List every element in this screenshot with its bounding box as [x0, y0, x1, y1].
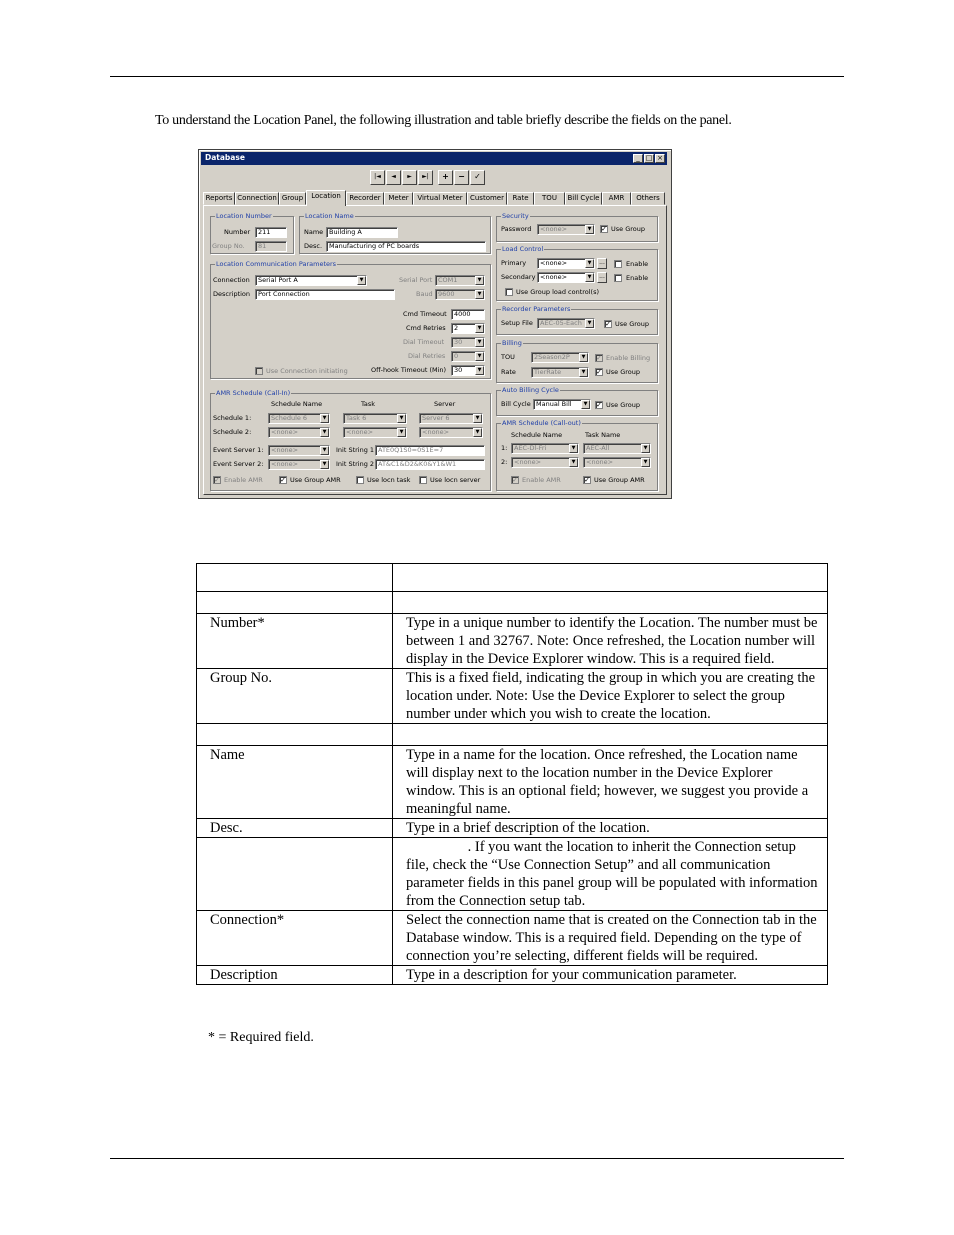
field-name-cell: Number* — [197, 614, 393, 669]
tab-bill-cycle[interactable]: Bill Cycle — [565, 192, 602, 205]
required-field-note: * = Required field. — [208, 1030, 314, 1045]
server-1-select[interactable] — [419, 413, 483, 424]
event-server-2-label: Event Server 2: — [213, 460, 264, 468]
security-use-group-checkbox[interactable]: ✓ — [601, 225, 607, 233]
tab-others[interactable]: Others — [631, 192, 665, 205]
chevron-down-icon: ▼ — [475, 290, 484, 299]
schedule-2-select[interactable] — [268, 427, 330, 438]
field-name-cell: Name — [197, 746, 393, 819]
billing-use-group-checkbox[interactable]: ✓ — [596, 368, 602, 376]
server-header: Server — [434, 400, 456, 408]
chevron-down-icon[interactable]: ▼ — [585, 319, 594, 328]
field-name-cell: Description — [197, 966, 393, 985]
chevron-down-icon[interactable]: ▼ — [320, 460, 329, 469]
dial-timeout-select — [451, 337, 485, 348]
use-locn-task-checkbox[interactable] — [356, 476, 364, 484]
chevron-down-icon[interactable]: ▼ — [397, 428, 406, 437]
location-name-group — [299, 212, 491, 254]
table-row — [197, 564, 828, 592]
next-record-button[interactable]: ► — [402, 170, 417, 185]
amr-callin-group — [210, 389, 491, 491]
event-server-1-select[interactable] — [268, 445, 330, 456]
auto-billing-use-group-label: Use Group — [606, 401, 640, 409]
amr-callout-group — [496, 419, 658, 491]
tab-reports[interactable]: Reports — [203, 192, 235, 205]
tab-amr[interactable]: AMR — [602, 192, 631, 205]
task-2-value: <none> — [346, 428, 374, 436]
dial-retries-select — [451, 351, 485, 362]
chevron-down-icon[interactable]: ▼ — [569, 458, 578, 467]
number-field[interactable]: 211 — [255, 227, 287, 238]
database-dialog — [198, 149, 672, 499]
connection-select[interactable] — [255, 275, 367, 286]
secondary-value: <none> — [540, 273, 568, 281]
dialog-title: Database — [205, 153, 245, 162]
name-field[interactable]: Building A — [326, 227, 398, 238]
recorder-use-group-checkbox[interactable]: ✓ — [605, 320, 611, 328]
serial-port-value: COM1 — [438, 276, 458, 284]
primary-enable-checkbox[interactable] — [614, 260, 622, 268]
field-description-cell — [393, 592, 828, 614]
bill-cycle-select[interactable] — [533, 399, 591, 410]
name-label: Name — [304, 228, 324, 236]
last-record-button[interactable]: ►| — [418, 170, 433, 185]
footer-rule — [110, 1158, 844, 1159]
table-row — [197, 614, 828, 669]
description-field[interactable]: Port Connection — [255, 289, 395, 300]
event-server-2-select[interactable] — [268, 459, 330, 470]
callout-task-1-value: AEC-All — [586, 444, 610, 452]
field-description-cell: This is a fixed field, indicating the group in which you are creating the location under. Note: Use the Device Explorer to select the group number under which you wish to create the location. — [393, 669, 828, 724]
chevron-down-icon[interactable]: ▼ — [397, 414, 406, 423]
rate-value: TierRate — [534, 368, 562, 376]
dial-retries-value: 0 — [454, 352, 459, 360]
chevron-down-icon[interactable]: ▼ — [320, 414, 329, 423]
event-server-2-value: <none> — [271, 460, 299, 468]
callout-task-1-select[interactable] — [583, 443, 651, 454]
comm-legend: Location Communication Parameters — [216, 260, 337, 268]
callout-row-1-label: 1: — [501, 444, 508, 452]
field-name-cell — [197, 564, 393, 592]
dial-timeout-label: Dial Timeout — [403, 338, 445, 346]
use-locn-server-checkbox[interactable] — [419, 476, 427, 484]
task-2-select[interactable] — [343, 427, 407, 438]
location-name-legend: Location Name — [305, 212, 354, 220]
chevron-down-icon[interactable]: ▼ — [641, 444, 650, 453]
table-row — [197, 911, 828, 966]
billing-legend: Billing — [502, 339, 522, 347]
use-group-amr-label: Use Group AMR — [290, 476, 341, 484]
cmd-retries-label: Cmd Retries — [406, 324, 446, 332]
billing-use-group-label: Use Group — [606, 368, 640, 376]
chevron-down-icon[interactable]: ▼ — [475, 366, 484, 375]
chevron-down-icon: ▼ — [475, 338, 484, 347]
callout-schedule-1-value: AEC-Dl-Fri — [514, 444, 547, 452]
callout-schedule-1-select[interactable] — [511, 443, 579, 454]
chevron-down-icon[interactable]: ▼ — [641, 458, 650, 467]
dial-timeout-value: 30 — [454, 338, 463, 346]
table-row — [197, 669, 828, 724]
recorder-params-group — [496, 305, 658, 335]
event-server-1-value: <none> — [271, 446, 299, 454]
use-connection-label: Use Connection initiating — [266, 367, 348, 375]
maximize-button[interactable]: □ — [645, 154, 653, 162]
table-row — [197, 819, 828, 838]
setup-file-value: AEC-05-Each — [540, 319, 582, 327]
field-description-cell: Select the connection name that is created on the Connection tab in the Database window. This is a required field. Depending on the type of connection you’re selecting, different fields will be required. — [393, 911, 828, 966]
chevron-down-icon[interactable]: ▼ — [320, 428, 329, 437]
tab-customer[interactable]: Customer — [467, 192, 507, 205]
intro-text: To understand the Location Panel, the following illustration and table briefly describe the fields on the panel. — [155, 113, 732, 128]
schedule-1-select[interactable] — [268, 413, 330, 424]
field-description-cell: Type in a description for your communication parameter. — [393, 966, 828, 985]
task-header: Task — [361, 400, 376, 408]
offhook-select[interactable] — [451, 365, 485, 376]
chevron-down-icon[interactable]: ▼ — [473, 414, 482, 423]
chevron-down-icon[interactable]: ▼ — [585, 273, 594, 282]
event-server-1-label: Event Server 1: — [213, 446, 264, 454]
baud-select — [435, 289, 485, 300]
recorder-use-group-label: Use Group — [615, 320, 649, 328]
setup-file-label: Setup File — [501, 319, 533, 327]
field-description-table — [196, 563, 828, 985]
connection-value: Serial Port A — [258, 276, 298, 284]
auto-billing-legend: Auto Billing Cycle — [502, 386, 559, 394]
primary-value: <none> — [540, 259, 568, 267]
bill-cycle-label: Bill Cycle — [501, 400, 531, 408]
comm-parameters-group — [210, 260, 491, 379]
cmd-retries-value: 2 — [454, 324, 459, 332]
close-button[interactable]: × — [655, 154, 665, 163]
offhook-value: 30 — [454, 366, 463, 374]
schedule-2-value: <none> — [271, 428, 299, 436]
field-description-cell: Type in a name for the location. Once refreshed, the Location name will display next to the location number in the Device Explorer window. This is an optional field; however, we suggest you provide a meaningful name. — [393, 746, 828, 819]
callout-task-2-select[interactable] — [583, 457, 651, 468]
password-label: Password — [501, 225, 532, 233]
field-description-cell: Type in a brief description of the location. — [393, 819, 828, 838]
use-group-amr-checkbox[interactable]: ✓ — [280, 476, 286, 484]
connection-label: Connection — [213, 276, 250, 284]
field-description-cell — [393, 724, 828, 746]
primary-select[interactable] — [537, 258, 595, 269]
tab-recorder[interactable]: Recorder — [346, 192, 384, 205]
table-row — [197, 746, 828, 819]
server-2-select[interactable] — [419, 427, 483, 438]
location-number-group — [210, 212, 294, 254]
tab-virtual-meter[interactable]: Virtual Meter — [413, 192, 467, 205]
field-name-cell — [197, 592, 393, 614]
serial-port-label: Serial Port — [399, 276, 433, 284]
prev-record-button[interactable]: ◄ — [386, 170, 401, 185]
init-string-1-field[interactable]: ATE0Q1S0=0S1E=7 — [375, 445, 485, 456]
serial-port-select — [435, 275, 485, 286]
field-name-cell — [197, 838, 393, 911]
billing-group — [496, 339, 658, 383]
first-record-button[interactable]: |◄ — [370, 170, 385, 185]
primary-label: Primary — [501, 259, 527, 267]
desc-field[interactable]: Manufacturing of PC boards — [326, 241, 486, 252]
security-legend: Security — [502, 212, 529, 220]
use-locn-task-label: Use locn task — [367, 476, 411, 484]
schedule-name-header: Schedule Name — [271, 400, 323, 408]
init-string-1-label: Init String 1 — [336, 446, 375, 454]
chevron-down-icon[interactable]: ▼ — [581, 400, 590, 409]
tab-rate[interactable]: Rate — [507, 192, 534, 205]
load-control-legend: Load Control — [502, 245, 544, 253]
enable-billing-checkbox: ✓ — [596, 354, 602, 362]
recorder-legend: Recorder Parameters — [502, 305, 571, 313]
load-control-group — [496, 245, 658, 301]
baud-value: 9600 — [438, 290, 455, 298]
cmd-timeout-label: Cmd Timeout — [403, 310, 447, 318]
field-description-cell: Type in a unique number to identify the Location. The number must be between 1 and 32767. Note: Once refreshed, the Location number will display in the Device Explorer window. This is a required field. — [393, 614, 828, 669]
callout-use-group-amr-checkbox[interactable]: ✓ — [584, 476, 590, 484]
table-row — [197, 592, 828, 614]
cmd-timeout-field[interactable]: 4000 — [451, 309, 485, 320]
group-no-field: 81 — [255, 241, 287, 252]
amr-callout-legend: AMR Schedule (Call-out) — [502, 419, 581, 427]
chevron-down-icon: ▼ — [475, 276, 484, 285]
enable-billing-label: Enable Billing — [606, 354, 651, 362]
tab-group[interactable]: Group — [279, 192, 306, 205]
table-body — [197, 564, 828, 985]
field-name-cell — [197, 724, 393, 746]
field-name-cell: Connection* — [197, 911, 393, 966]
bill-cycle-value: Manual Bill — [536, 400, 572, 408]
tab-tou[interactable]: TOU — [534, 192, 565, 205]
baud-label: Baud — [416, 290, 433, 298]
callout-schedule-2-select[interactable] — [511, 457, 579, 468]
desc-label: Desc. — [304, 242, 323, 250]
setup-file-select[interactable] — [537, 318, 595, 329]
chevron-down-icon[interactable]: ▼ — [473, 428, 482, 437]
tou-select[interactable] — [531, 352, 589, 363]
chevron-down-icon[interactable]: ▼ — [357, 276, 366, 285]
add-record-button[interactable]: + — [438, 170, 453, 185]
security-group — [496, 212, 658, 242]
field-description-cell — [393, 564, 828, 592]
secondary-enable-checkbox[interactable] — [614, 274, 622, 282]
auto-billing-group — [496, 386, 658, 416]
callout-row-2-label: 2: — [501, 458, 508, 466]
use-locn-server-label: Use locn server — [430, 476, 481, 484]
save-record-button[interactable]: ✓ — [470, 170, 485, 185]
minimize-button[interactable]: _ — [633, 154, 643, 163]
offhook-label: Off-hook Timeout (Min) — [371, 366, 447, 374]
chevron-down-icon[interactable]: ▼ — [320, 446, 329, 455]
tab-meter[interactable]: Meter — [384, 192, 413, 205]
use-group-load-label: Use Group load control(s) — [516, 288, 600, 296]
number-label: Number — [224, 228, 251, 236]
init-string-2-label: Init String 2 — [336, 460, 375, 468]
schedule-1-value: Schedule 6 — [271, 414, 308, 422]
table-row — [197, 838, 828, 911]
callout-enable-amr-checkbox: ✓ — [512, 476, 518, 484]
schedule-2-label: Schedule 2: — [213, 428, 252, 436]
schedule-1-label: Schedule 1: — [213, 414, 252, 422]
title-bar — [201, 152, 667, 165]
task-1-value: Task 6 — [346, 414, 367, 422]
primary-browse-button[interactable]: ... — [597, 258, 607, 269]
auto-billing-use-group-checkbox[interactable]: ✓ — [596, 401, 602, 409]
table-row — [197, 724, 828, 746]
chevron-down-icon[interactable]: ▼ — [579, 353, 588, 362]
password-select[interactable] — [537, 224, 595, 235]
secondary-enable-label: Enable — [626, 274, 649, 282]
field-name-cell: Group No. — [197, 669, 393, 724]
callout-task-header: Task Name — [585, 431, 621, 439]
chevron-down-icon[interactable]: ▼ — [579, 368, 588, 377]
chevron-down-icon[interactable]: ▼ — [585, 259, 594, 268]
enable-amr-label: Enable AMR — [224, 476, 263, 484]
callout-task-2-value: <none> — [586, 458, 614, 466]
chevron-down-icon[interactable]: ▼ — [569, 444, 578, 453]
header-rule — [110, 76, 844, 77]
init-string-2-field[interactable]: AT&C1&D2&K0&Y1&W1 — [375, 459, 485, 470]
secondary-browse-button[interactable]: ... — [597, 272, 607, 283]
chevron-down-icon[interactable]: ▼ — [585, 225, 594, 234]
dial-retries-label: Dial Retries — [408, 352, 446, 360]
chevron-down-icon: ▼ — [475, 352, 484, 361]
rate-label: Rate — [501, 368, 516, 376]
callout-schedule-header: Schedule Name — [511, 431, 563, 439]
server-2-value: <none> — [422, 428, 450, 436]
callout-enable-amr-label: Enable AMR — [522, 476, 561, 484]
security-use-group-label: Use Group — [611, 225, 645, 233]
cmd-retries-select[interactable] — [451, 323, 485, 334]
amr-callin-legend: AMR Schedule (Call-In) — [216, 389, 291, 397]
tou-label: TOU — [501, 353, 515, 361]
location-number-legend: Location Number — [216, 212, 272, 220]
callout-schedule-2-value: <none> — [514, 458, 542, 466]
callout-use-group-amr-label: Use Group AMR — [594, 476, 645, 484]
rate-select[interactable] — [531, 367, 589, 378]
tou-value: 2Season2P — [534, 353, 570, 361]
chevron-down-icon[interactable]: ▼ — [475, 324, 484, 333]
tab-connection[interactable]: Connection — [235, 192, 279, 205]
table-row — [197, 966, 828, 985]
password-value: <none> — [540, 225, 568, 233]
primary-enable-label: Enable — [626, 260, 649, 268]
task-1-select[interactable] — [343, 413, 407, 424]
group-no-label: Group No. — [212, 242, 245, 250]
location-panel — [203, 205, 667, 495]
secondary-label: Secondary — [501, 273, 536, 281]
tab-location[interactable]: Location — [306, 190, 346, 206]
description-label: Description — [213, 290, 251, 298]
field-name-cell: Desc. — [197, 819, 393, 838]
server-1-value: Server 6 — [422, 414, 450, 422]
delete-record-button[interactable]: − — [454, 170, 469, 185]
use-group-load-checkbox[interactable] — [505, 288, 513, 296]
secondary-select[interactable] — [537, 272, 595, 283]
enable-amr-checkbox: ✓ — [214, 476, 220, 484]
use-connection-checkbox — [255, 367, 263, 375]
field-description-cell: . If you want the location to inherit the Connection setup file, check the “Use Connection Setup” and all communication parameter fields in this panel group will be populated with information from the Connection setup tab. — [393, 838, 828, 911]
